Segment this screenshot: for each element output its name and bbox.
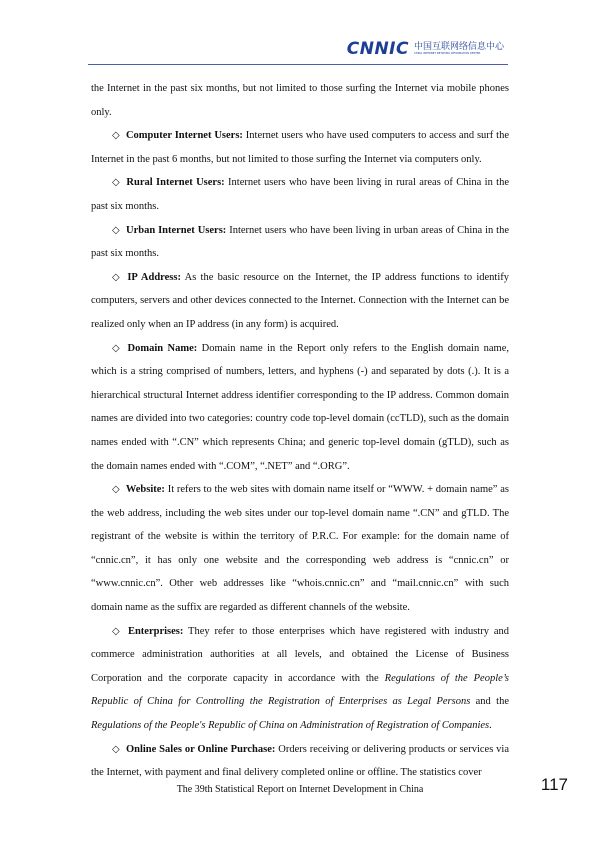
- definition-term: Online Sales or Online Purchase:: [125, 743, 276, 755]
- regulation-title: Regulations of the People's Republic of China on Administration of Registration of Companies: [91, 720, 490, 732]
- definition-text: They refer to those enterprises which have registered with industry and commerce administration authorities at all levels, and obtained the License of Business Corporation and the corporate capacity in accordance with the: [91, 625, 509, 684]
- diamond-bullet-icon: ◇: [112, 342, 122, 354]
- definition-online-sales: [91, 738, 509, 785]
- definition-text: Orders receiving or delivering products or services via the Internet, with payment and final delivery completed online or offline. The statistics cover: [91, 743, 509, 779]
- definition-text: Internet users who have been living in urban areas of China in the past six months.: [91, 224, 509, 260]
- definition-term: Domain Name:: [127, 342, 198, 354]
- diamond-bullet-icon: ◇: [112, 743, 120, 755]
- definition-ip-address: [91, 266, 509, 337]
- definition-text: As the basic resource on the Internet, the IP address functions to identify computers, servers and other devices connected to the Internet. Connection with the Internet can be realized only when an IP address (in any form) is acquired.: [91, 271, 509, 330]
- document-body: [91, 77, 509, 785]
- paragraph-text: the Internet in the past six months, but not limited to those surfing the Internet via mobile phones only.: [91, 83, 509, 118]
- definition-text: It refers to the web sites with domain name itself or “WWW. + domain name” as the web address, including the web sites under our top-level domain name “.CN” and gTLD. The registrant of the website is within the territory of P.R.C. For example: for the domain name of “cnnic.cn”, it has only one website and the corresponding web address is “cnnic.cn” or “www.cnnic.cn”. Other web addresses like “whois.cnnic.cn” and “mail.cnnic.cn” with such domain name as the suffix are regarded as different channels of the website.: [91, 484, 509, 614]
- logo-chinese-name: 中国互联网络信息中心: [413, 41, 504, 52]
- definition-term: IP Address:: [127, 271, 181, 283]
- logo-mark: CNNIC: [346, 39, 409, 59]
- definition-term: Computer Internet Users:: [125, 130, 243, 142]
- definition-urban-internet-users: [91, 219, 509, 266]
- definition-rural-internet-users: [91, 171, 509, 218]
- definition-text: .: [489, 720, 492, 732]
- diamond-bullet-icon: ◇: [112, 224, 120, 236]
- definition-term: Urban Internet Users:: [125, 224, 227, 236]
- diamond-bullet-icon: ◇: [112, 130, 120, 142]
- diamond-bullet-icon: ◇: [112, 177, 121, 189]
- definition-computer-internet-users: [91, 124, 509, 171]
- definition-domain-name: [91, 337, 509, 479]
- paragraph-continuation: [91, 77, 509, 124]
- definition-enterprises: [91, 620, 509, 738]
- definition-text: Internet users who have used computers to access and surf the Internet in the past 6 months, but not limited to those surfing the Internet via computers only.: [91, 130, 509, 165]
- definition-term: Website:: [125, 484, 165, 496]
- footer-report-title: The 39th Statistical Report on Internet Development in China: [176, 784, 424, 795]
- page-number: 117: [540, 775, 568, 794]
- definition-term: Enterprises:: [127, 625, 184, 637]
- definition-text: Internet users who have been living in rural areas of China in the past six months.: [91, 177, 509, 212]
- regulation-title: Regulations of the People’s Republic of China for Controlling the Registration of Enterprises as Legal Persons: [91, 672, 510, 708]
- cnnic-logo: [347, 36, 504, 62]
- definition-term: Rural Internet Users:: [126, 177, 225, 189]
- diamond-bullet-icon: ◇: [112, 625, 122, 637]
- definition-website: [91, 478, 509, 620]
- definition-text: Domain name in the Report only refers to the English domain name, which is a string comprised of numbers, letters, and hyphens (-) and separated by dots (.). It is a hierarchical structural Internet address identifier corresponding to the IP address. Common domain names are divided into two categories: country code top-level domain (ccTLD), such as the domain names ended with “.CN” which represents China; and generic top-level domain (gTLD), such as the domain names ended with “.COM”, “.NET” and “.ORG”.: [91, 342, 509, 472]
- logo-text: [414, 43, 504, 56]
- header-rule: [88, 64, 508, 65]
- definition-text: and the: [470, 696, 509, 708]
- logo-english-name: CHINA INTERNET NETWORK INFORMATION CENTER: [413, 51, 481, 55]
- diamond-bullet-icon: ◇: [112, 484, 120, 496]
- diamond-bullet-icon: ◇: [112, 271, 122, 283]
